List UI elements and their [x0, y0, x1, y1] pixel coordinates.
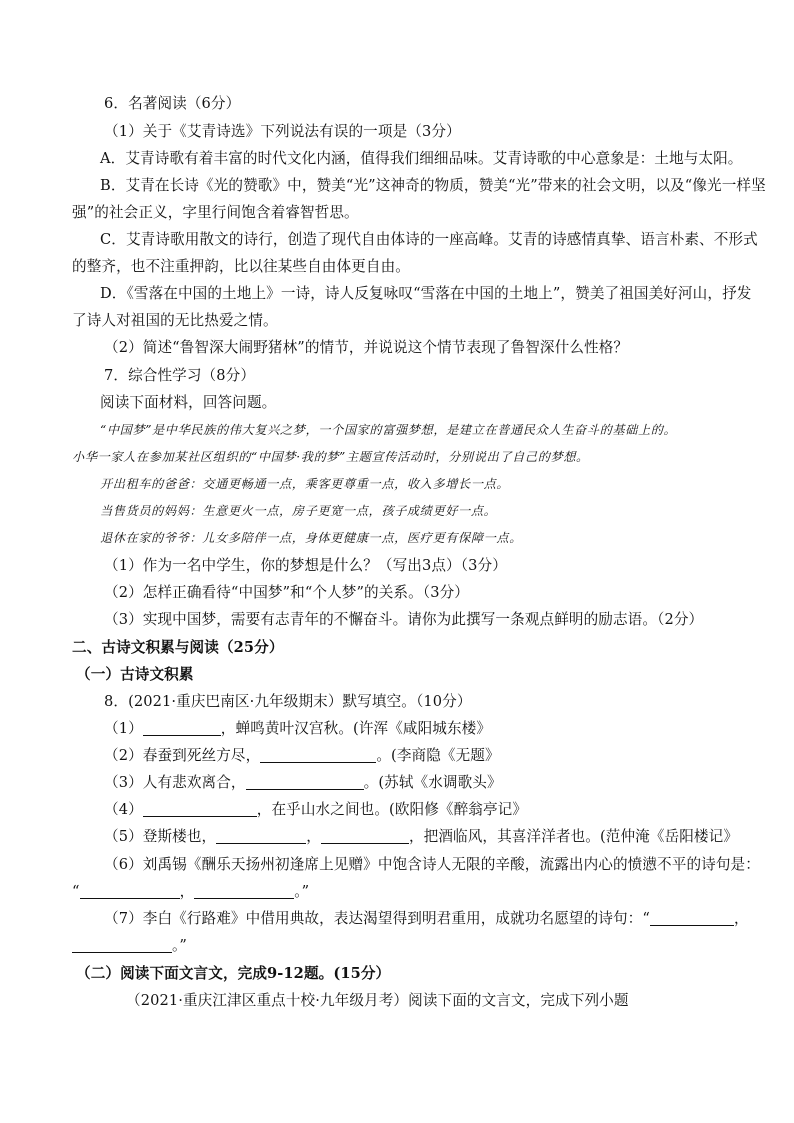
q6-option-c-line2: 的整齐，也不注重押韵，比以往某些自由体更自由。 — [72, 258, 410, 275]
q6-option-c-line1: C．艾青诗歌用散文的诗行，创造了现代自由体诗的一座高峰。艾青的诗感情真挚、语言朴素、不形式 — [100, 231, 758, 248]
q8-line-7: （7）李白《行路难》中借用典故，表达渴望得到明君重用，成就功名愿望的诗句：“ ， — [104, 910, 749, 927]
q8-line-5: （5）登斯楼也， ， ，把酒临风，其喜洋洋者也。(范仲淹《岳阳楼记》 — [104, 828, 739, 845]
q8-line-2: （2）春蚕到死丝方尽， 。(李商隐《无题》 — [104, 747, 500, 764]
answer-blank[interactable] — [650, 910, 734, 926]
q7-sub2: （2）怎样正确看待“中国梦”和“个人梦”的关系。（3分） — [104, 584, 469, 601]
answer-blank[interactable] — [246, 774, 364, 790]
q7-material-4: 当售货员的妈妈：生意更火一点，房子更宽一点，孩子成绩更好一点。 — [100, 504, 497, 518]
q7-title: 7．综合性学习（8分） — [104, 367, 256, 384]
q8-line-1: （1） ，蝉鸣黄叶汉宫秋。(许浑《咸阳城东楼》 — [104, 720, 492, 737]
answer-blank[interactable] — [321, 828, 409, 844]
q7-material-1: “中国梦”是中华民族的伟大复兴之梦，一个国家的富强梦想，是建立在普通民众人生奋斗的基础上的。 — [100, 423, 677, 437]
answer-blank[interactable] — [260, 747, 376, 763]
section-2-part-2: （二）阅读下面文言文，完成9-12题。(15分） — [76, 965, 391, 982]
q7-material-3: 开出租车的爸爸：交通更畅通一点，乘客更尊重一点，收入多增长一点。 — [100, 477, 510, 491]
section-2-part-1: （一）古诗文积累 — [76, 666, 194, 683]
q6-option-b-line2: 强”的社会正义，字里行间饱含着睿智哲思。 — [72, 204, 359, 221]
q8-title: 8．(2021·重庆巴南区·九年级期末）默写填空。（10分） — [104, 693, 472, 710]
q6-sub2: （2）简述“鲁智深大闹野猪林”的情节，并说说这个情节表现了鲁智深什么性格？ — [104, 339, 629, 356]
q8-line-6: （6）刘禹锡《酬乐天扬州初逢席上见赠》中饱含诗人无限的辛酸，流露出内心的愤懑不平的诗句是： — [104, 856, 760, 873]
q7-intro: 阅读下面材料，回答问题。 — [100, 394, 277, 411]
q7-sub3: （3）实现中国梦，需要有志青年的不懈奋斗。请你为此撰写一条观点鲜明的励志语。（2分） — [104, 611, 704, 628]
q8-line-7-answer: 。” — [72, 936, 187, 956]
q8-line-4: （4） ，在乎山水之间也。(欧阳修《醉翁亭记》 — [104, 801, 528, 818]
answer-blank[interactable] — [194, 883, 294, 899]
answer-blank[interactable] — [216, 828, 306, 844]
q8-line-3: （3）人有悲欢离合， 。(苏轼《水调歌头》 — [104, 774, 502, 791]
answer-blank[interactable] — [80, 883, 180, 899]
q6-option-b-line1: B．艾青在长诗《光的赞歌》中，赞美“光”这神奇的物质，赞美“光”带来的社会文明，以及“像光一样坚 — [100, 177, 766, 194]
q7-material-2: 小华一家人在参加某社区组织的“中国梦·我的梦”主题宣传活动时，分别说出了自己的梦想。 — [72, 450, 589, 464]
q6-option-d-line1: D．《雪落在中国的土地上》一诗，诗人反复咏叹“雪落在中国的土地上”，赞美了祖国美好河山，抒发 — [100, 285, 752, 302]
q8-line-6-answer: “ ， 。” — [72, 883, 310, 900]
answer-blank[interactable] — [72, 937, 172, 953]
answer-blank[interactable] — [143, 720, 221, 736]
q7-sub1: （1）作为一名中学生，你的梦想是什么？（写出3点）（3分） — [104, 557, 507, 574]
answer-blank[interactable] — [143, 801, 257, 817]
q6-sub1: （1）关于《艾青诗选》下列说法有误的一项是（3分） — [104, 123, 461, 140]
section-2-title: 二、古诗文积累与阅读（25分） — [72, 639, 284, 656]
q6-title: 6．名著阅读（6分） — [104, 95, 241, 112]
q9-intro: （2021·重庆江津区重点十校·九年级月考）阅读下面的文言文，完成下列小题 — [126, 992, 629, 1009]
q6-option-d-line2: 了诗人对祖国的无比热爱之情。 — [72, 312, 278, 329]
q6-option-a: A．艾青诗歌有着丰富的时代文化内涵，值得我们细细品味。艾青诗歌的中心意象是：土地与太阳。 — [100, 150, 743, 167]
q7-material-5: 退休在家的爷爷：儿女多陪伴一点，身体更健康一点，医疗更有保障一点。 — [100, 531, 522, 545]
